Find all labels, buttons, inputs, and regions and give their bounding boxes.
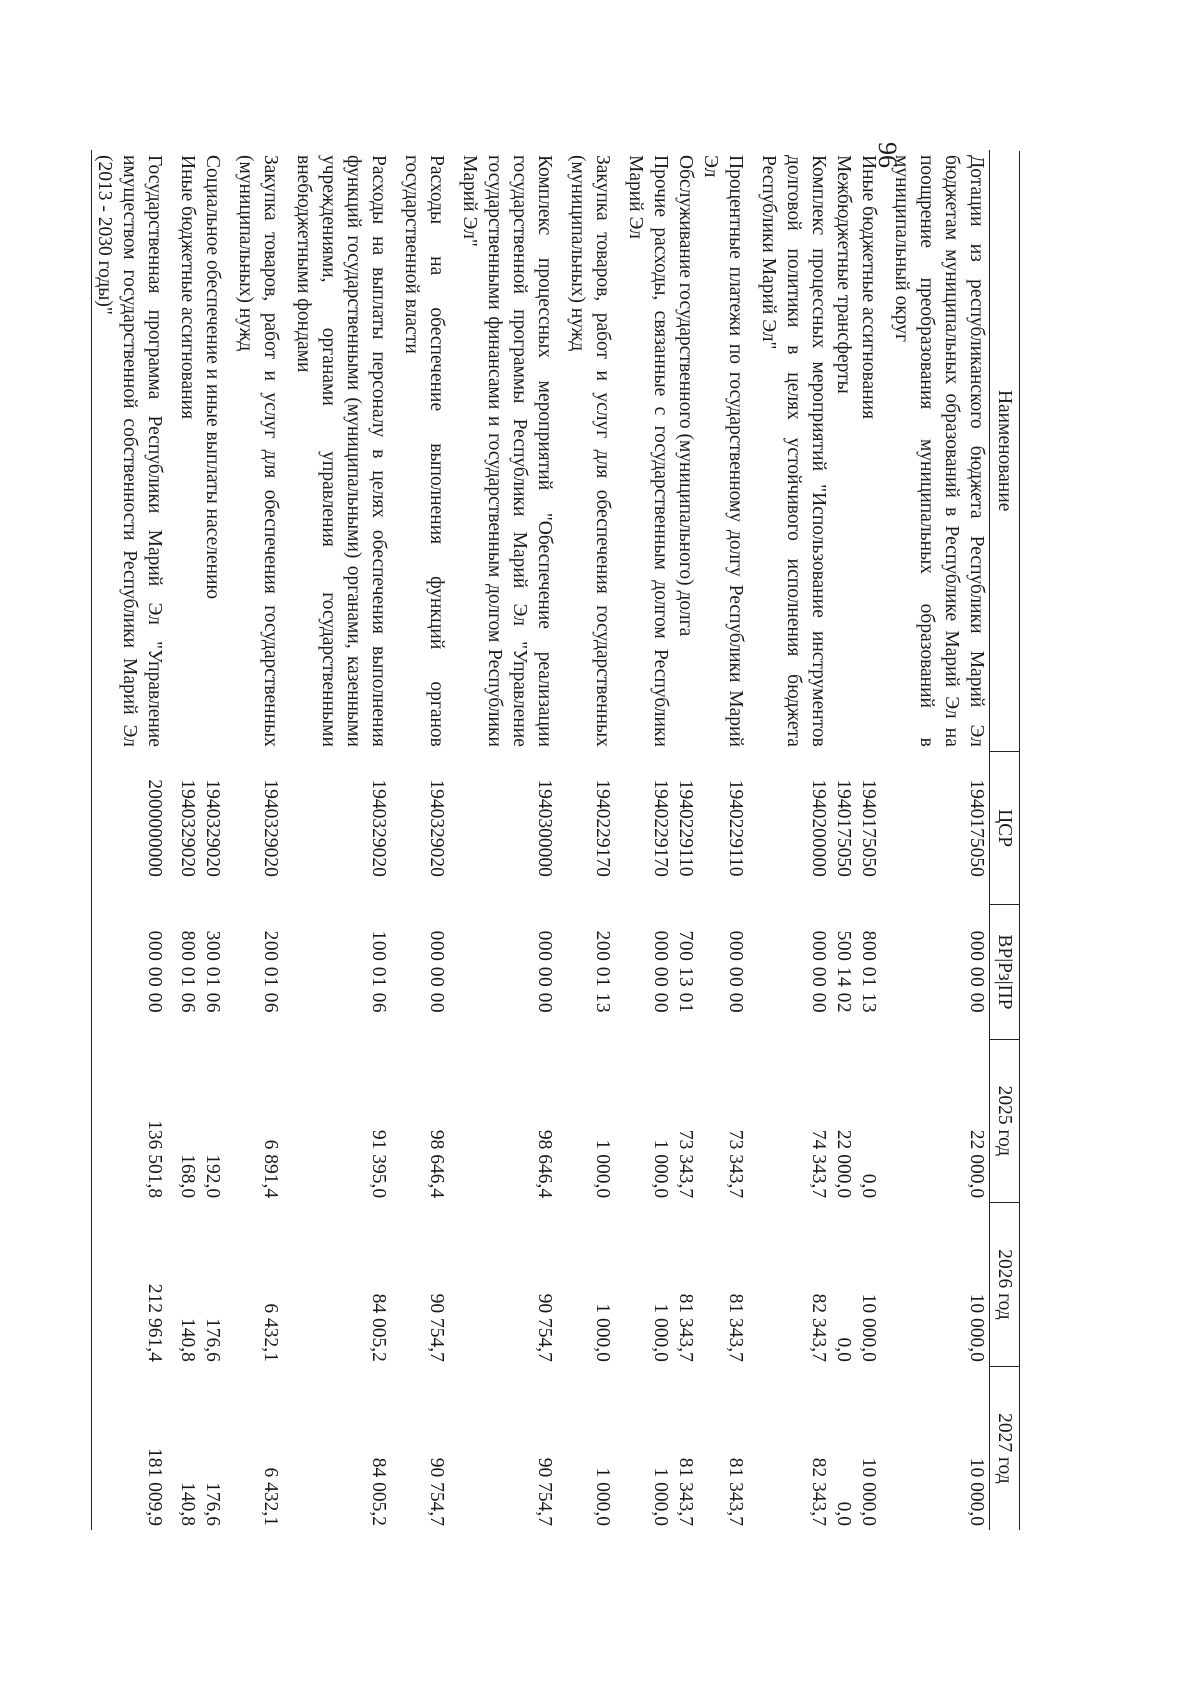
page-number: 96: [873, 142, 902, 168]
row-value-2027: 1 000,0: [592, 1467, 613, 1526]
row-value-2027: 10 000,0: [966, 1457, 987, 1526]
row-value-2026: 0,0: [833, 1337, 854, 1362]
row-name: Расходы на обеспечение выполнения функций органов государственной власти: [401, 155, 447, 747]
header-row: [990, 151, 1020, 1531]
table-row: [291, 151, 399, 1531]
row-value-2025: 91 395,0: [368, 1129, 389, 1199]
row-value-2027: 90 754,7: [534, 1457, 555, 1526]
row-value-2025: 1 000,0: [650, 1139, 671, 1199]
row-csr: 1940229170: [592, 779, 613, 877]
row-value-2026: 1 000,0: [592, 1303, 613, 1362]
table-body: [92, 151, 990, 1531]
row-code: 800 01 13: [858, 930, 879, 1014]
row-code: 100 01 06: [368, 930, 389, 1014]
header-rz: Рз: [994, 962, 1015, 981]
row-name: Расходы на выплаты персоналу в целях обеспечения выполнения функций государственными (муниципальными) органами, казенными учреждениями, органами управления государственными внебюджетными фондами: [293, 155, 389, 747]
table-row: [233, 151, 291, 1531]
table-row: [200, 151, 233, 1531]
row-csr: 2000000000: [92, 751, 176, 904]
row-name: Государственная программа Республики Марий Эл "Управление имуществом государственной собственности Республики Марий Эл (2013 - 2030 годы)": [92, 151, 176, 752]
row-name: Комплекс процессных мероприятий "Использование инструментов долговой политики в целях устойчивого исполнения бюджета Республики Марий Эл": [758, 155, 829, 747]
table-row: [623, 151, 673, 1531]
rotated-table-container: [91, 150, 1020, 1530]
table-row: [698, 151, 756, 1531]
table-row: [457, 151, 565, 1531]
row-code: 200 01 13: [592, 930, 613, 1014]
row-value-2027: 81 343,7: [725, 1457, 746, 1526]
row-csr: 1940229110: [675, 779, 696, 877]
row-code: 000 00 00: [725, 930, 746, 1014]
row-value-2027: 0,0: [833, 1501, 854, 1526]
row-value-2026: 10 000,0: [966, 1293, 987, 1362]
row-value-2027: 176,6: [202, 1482, 223, 1526]
row-value-2027: 81 343,7: [675, 1457, 696, 1526]
row-code: 500 14 02: [833, 930, 854, 1014]
row-value-2027: 90 754,7: [426, 1457, 447, 1526]
row-value-2027: 82 343,7: [808, 1457, 829, 1526]
table-row: [565, 151, 623, 1531]
row-value-2026: 90 754,7: [426, 1293, 447, 1362]
row-value-2027: 6 432,1: [260, 1467, 281, 1526]
row-value-2026: 1 000,0: [650, 1303, 671, 1362]
row-csr: 1940329020: [368, 779, 389, 877]
table-row: [831, 151, 856, 1531]
row-name: Обслуживание государственного (муниципального) долга: [675, 155, 696, 637]
row-value-2027: 1 000,0: [650, 1467, 671, 1526]
row-value-2026: 84 005,2: [368, 1293, 389, 1362]
row-value-2025: 73 343,7: [725, 1129, 746, 1199]
row-csr: 1940329020: [177, 779, 198, 877]
row-value-2025: 168,0: [177, 1154, 198, 1199]
row-name: Социальное обеспечение и иные выплаты населению: [202, 155, 223, 600]
header-vr: ВР: [994, 934, 1015, 959]
row-code: 300 01 06: [202, 930, 223, 1014]
row-csr: 1940300000: [534, 779, 555, 877]
row-name: Комплекс процессных мероприятий "Обеспечение реализации государственной программы Республики Марий Эл "Управление государственными финансами и государственным долгом Республики Марий Эл": [459, 155, 555, 747]
row-code: 000 00 00: [808, 930, 829, 1014]
row-code: 000 00 00: [426, 930, 447, 1014]
header-2027: 2027 год: [990, 1366, 1020, 1530]
row-value-2027: 84 005,2: [368, 1457, 389, 1526]
header-pr: ПР: [994, 984, 1015, 1010]
row-csr: 1940175050: [833, 779, 854, 877]
row-value-2026: 81 343,7: [675, 1293, 696, 1362]
table-row: [673, 151, 698, 1531]
table-row: [889, 151, 990, 1531]
header-name: Наименование: [990, 151, 1020, 752]
row-value-2025: 73 343,7: [675, 1129, 696, 1199]
row-value-2025: 0,0: [858, 1173, 879, 1199]
row-csr: 1940175050: [858, 779, 879, 877]
row-value-2025: 1 000,0: [592, 1139, 613, 1199]
row-code: 200 01 06: [260, 930, 281, 1014]
row-value-2025: 98 646,4: [534, 1129, 555, 1199]
table-row: [399, 151, 457, 1531]
row-csr: 1940329020: [202, 779, 223, 877]
row-code: 700 13 01: [675, 930, 696, 1014]
header-csr: ЦСР: [990, 751, 1020, 904]
row-code: 800 01 06: [177, 930, 198, 1014]
row-value-2026: 176,6: [202, 1317, 223, 1362]
row-value-2026: 212 961,4: [92, 1203, 176, 1367]
row-value-2026: 6 432,1: [260, 1303, 281, 1362]
row-code: 000 00 00: [966, 930, 987, 1014]
row-csr: 1940329020: [260, 779, 281, 877]
table-row: [175, 151, 200, 1531]
table-row: [756, 151, 831, 1531]
row-csr: 1940229170: [650, 779, 671, 877]
row-value-2025: 192,0: [202, 1154, 223, 1199]
row-value-2027: 140,8: [177, 1482, 198, 1526]
row-name: Иные бюджетные ассигнования: [858, 155, 879, 420]
row-value-2025: 74 343,7: [808, 1129, 829, 1199]
header-code: ВР|Рз|ПР: [990, 905, 1020, 1039]
row-name: Межбюджетные трансферты: [833, 155, 854, 394]
row-value-2027: 181 009,9: [92, 1366, 176, 1530]
row-name: Закупка товаров, работ и услуг для обеспечения государственных (муниципальных) нужд: [567, 155, 613, 747]
row-csr: 1940200000: [808, 779, 829, 877]
header-2025: 2025 год: [990, 1039, 1020, 1203]
row-name: Процентные платежи по государственному долгу Республики Марий Эл: [700, 155, 746, 747]
row-value-2025: 98 646,4: [426, 1129, 447, 1199]
row-value-2026: 140,8: [177, 1317, 198, 1362]
row-value-2025: 22 000,0: [966, 1129, 987, 1199]
row-value-2025: 22 000,0: [833, 1129, 854, 1199]
budget-table: [91, 150, 1020, 1530]
row-csr: 1940329020: [426, 779, 447, 877]
row-name: Прочие расходы, связанные с государственным долгом Республики Марий Эл: [625, 155, 671, 747]
row-name: Закупка товаров, работ и услуг для обеспечения государственных (муниципальных) нужд: [235, 155, 281, 747]
row-csr: 1940175050: [966, 779, 987, 877]
row-value-2026: 10 000,0: [858, 1293, 879, 1362]
header-2026: 2026 год: [990, 1203, 1020, 1367]
row-name: Дотации из республиканского бюджета Республики Марий Эл бюджетам муниципальных образований в Республике Марий Эл на поощрение преобразования муниципальных образований в муниципальный округ: [891, 155, 987, 747]
row-value-2025: 136 501,8: [92, 1039, 176, 1203]
row-code: 000 00 00: [534, 930, 555, 1014]
row-value-2025: 6 891,4: [260, 1139, 281, 1199]
row-value-2026: 90 754,7: [534, 1293, 555, 1362]
row-name: Иные бюджетные ассигнования: [177, 155, 198, 420]
row-csr: 1940229110: [725, 779, 746, 877]
row-value-2027: 10 000,0: [858, 1457, 879, 1526]
row-value-2026: 82 343,7: [808, 1293, 829, 1362]
row-code: 000 00 00: [92, 905, 176, 1039]
row-value-2026: 81 343,7: [725, 1293, 746, 1362]
table-row: [856, 151, 889, 1531]
row-code: 000 00 00: [650, 930, 671, 1014]
table-row: [92, 151, 176, 1531]
